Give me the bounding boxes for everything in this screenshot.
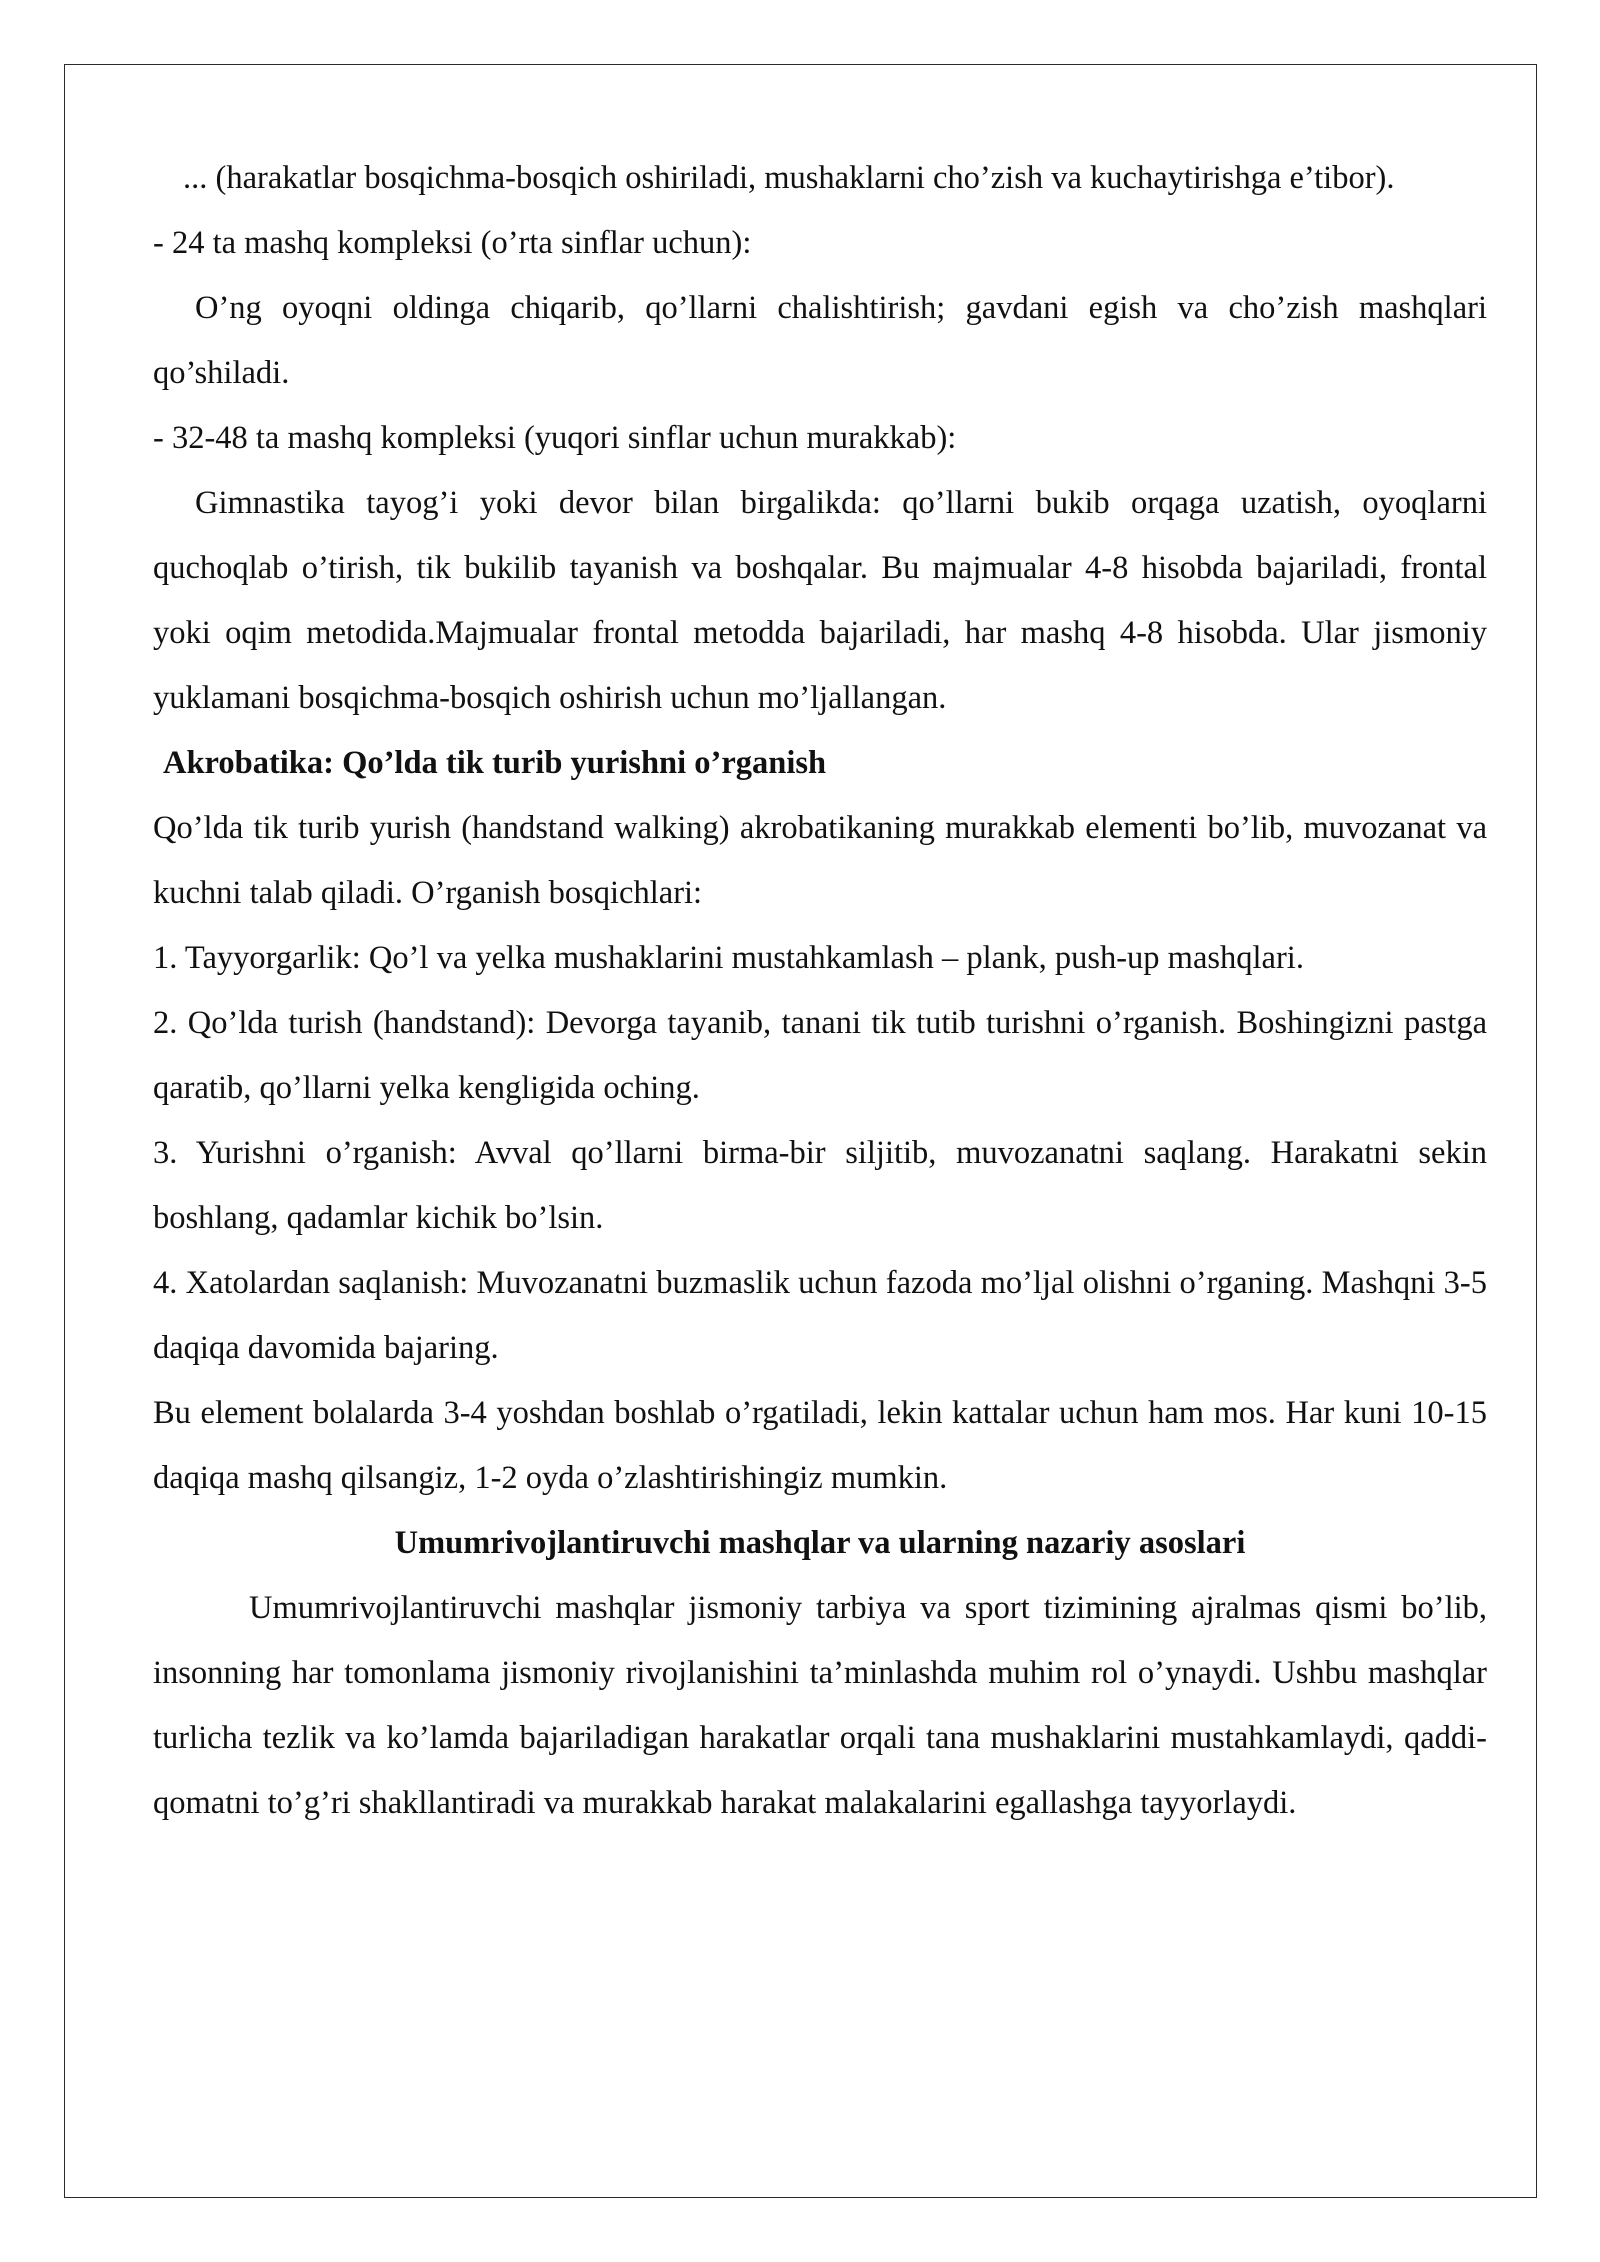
list-item-32-48-exercises: - 32-48 ta mashq kompleksi (yuqori sinflar uchun murakkab): xyxy=(153,420,957,456)
paragraph-general-exercises-theory: Umumrivojlantiruvchi mashqlar jismoniy tarbiya va sport tizimining ajralmas qismi bo’lib, insonning har tomonlama jismoniy rivojlanishini ta’minlashda muhim rol o’ynaydi. Ushbu mashqlar turlicha tezlik va ko’lamda bajariladigan harakatlar orqali tana mushaklarini mustahkamlaydi, qaddi-qomatni to’g’ri shakllantiradi va murakkab harakat malakalarini egallashga tayyorlaydi. xyxy=(153,1590,1487,1821)
document-body xyxy=(153,146,1487,1836)
paragraph-continuation: ... (harakatlar bosqichma-bosqich oshiriladi, mushaklarni cho’zish va kuchaytirishga e’tibor). xyxy=(183,160,1395,196)
paragraph-handstand-intro: Qo’lda tik turib yurish (handstand walking) akrobatikaning murakkab elementi bo’lib, muvozanat va kuchni talab qiladi. O’rganish bosqichlari: xyxy=(153,810,1487,911)
step-4-avoiding-errors: 4. Xatolardan saqlanish: Muvozanatni buzmaslik uchun fazoda mo’ljal olishni o’rganing. Mashqni 3-5 daqiqa davomida bajaring. xyxy=(153,1265,1487,1366)
paragraph-24-exercises-description: O’ng oyoqni oldinga chiqarib, qo’llarni chalishtirish; gavdani egish va cho’zish mashqlari qo’shiladi. xyxy=(153,290,1487,391)
paragraph-age-note: Bu element bolalarda 3-4 yoshdan boshlab o’rgatiladi, lekin kattalar uchun ham mos. Har kuni 10-15 daqiqa mashq qilsangiz, 1-2 oyda o’zlashtirishingiz mumkin. xyxy=(153,1395,1487,1496)
step-3-walking: 3. Yurishni o’rganish: Avval qo’llarni birma-bir siljitib, muvozanatni saqlang. Harakatni sekin boshlang, qadamlar kichik bo’lsin. xyxy=(153,1135,1487,1236)
step-2-handstand: 2. Qo’lda turish (handstand): Devorga tayanib, tanani tik tutib turishni o’rganish. Boshingizni pastga qaratib, qo’llarni yelka kengligida oching. xyxy=(153,1005,1487,1106)
section-heading-general-exercises: Umumrivojlantiruvchi mashqlar va ularning nazariy asoslari xyxy=(394,1525,1246,1561)
paragraph-32-48-exercises-description: Gimnastika tayog’i yoki devor bilan birgalikda: qo’llarni bukib orqaga uzatish, oyoqlarni quchoqlab o’tirish, tik bukilib tayanish va boshqalar. Bu majmualar 4-8 hisobda bajariladi, frontal yoki oqim metodida.Majmualar frontal metodda bajariladi, har mashq 4-8 hisobda. Ular jismoniy yuklamani bosqichma-bosqich oshirish uchun mo’ljallangan. xyxy=(153,485,1487,716)
list-item-24-exercises: - 24 ta mashq kompleksi (o’rta sinflar uchun): xyxy=(153,225,752,261)
section-heading-acrobatics: Akrobatika: Qo’lda tik turib yurishni o’rganish xyxy=(163,745,827,781)
step-1-preparation: 1. Tayyorgarlik: Qo’l va yelka mushaklarini mustahkamlash – plank, push-up mashqlari. xyxy=(153,940,1304,976)
